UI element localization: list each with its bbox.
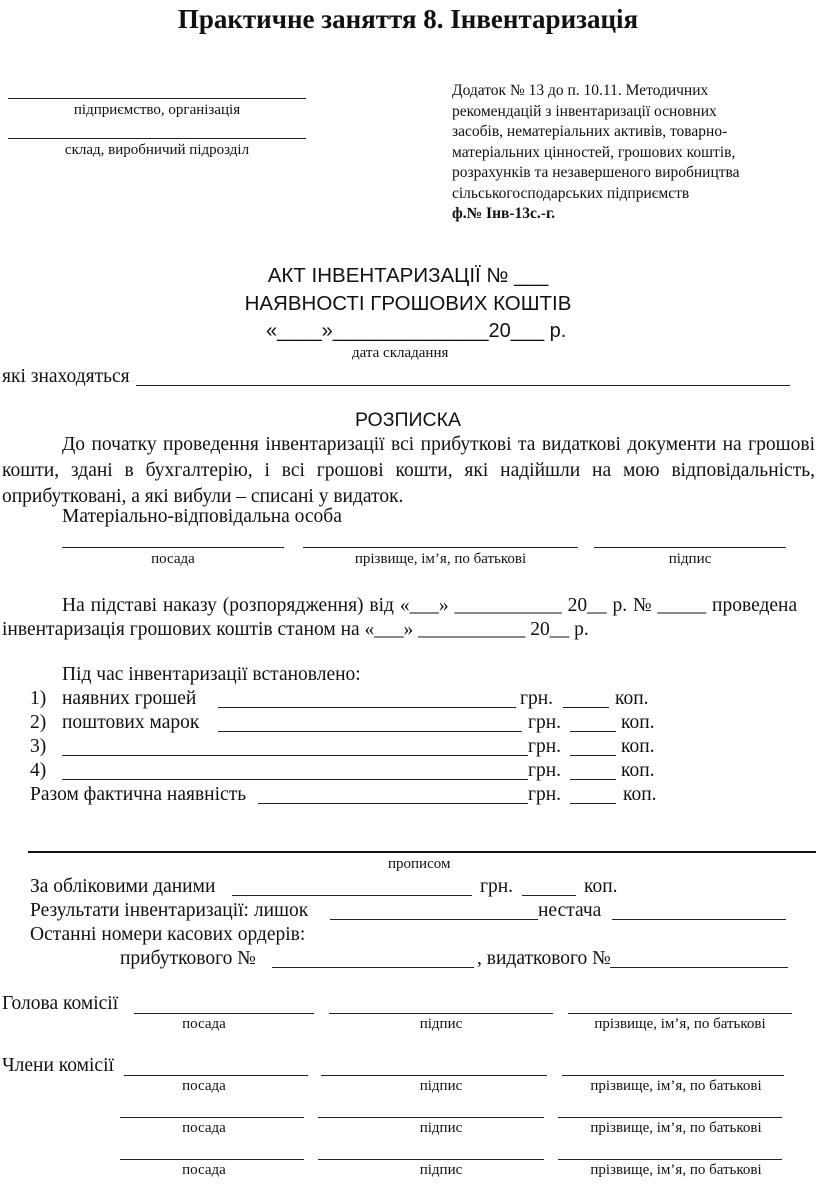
addendum-line: розрахунків та незавершеного виробництва (452, 164, 740, 181)
receipt-text: До початку проведення інвентаризації всі прибуткові та видаткові документи на грошові кошти, здані в бухгалтерію, і всі грошові кошти, які надійшли на мою відповідальність, оприбутковані, а які вибули – списані у видаток. (2, 434, 815, 507)
member-name-line[interactable] (562, 1075, 784, 1076)
member-caption-name: прізвище, ім’я, по батькові (590, 1120, 762, 1136)
item-amount-line[interactable] (62, 755, 528, 756)
member-position-line[interactable] (124, 1075, 308, 1076)
location-line[interactable] (136, 385, 790, 386)
item-uah: грн. (520, 688, 554, 709)
member-position-line[interactable] (120, 1159, 304, 1160)
member-caption-position: посада (182, 1162, 226, 1178)
member-caption-signature: підпис (419, 1162, 463, 1178)
responsible-position-line[interactable] (62, 547, 284, 548)
addendum-line: засобів, нематеріальних активів, товарно- (452, 123, 728, 140)
caption-signature: підпис (668, 551, 712, 567)
member-name-line[interactable] (558, 1117, 782, 1118)
enterprise-caption: підприємство, організація (73, 102, 241, 118)
chair-caption-name: прізвище, ім’я, по батькові (594, 1016, 766, 1032)
addendum-line: Додаток № 13 до п. 10.11. Методичних (452, 82, 709, 99)
item-number: 4) (30, 760, 47, 781)
item-label: наявних грошей (62, 688, 197, 709)
act-title-line1: АКТ ІНВЕНТАРИЗАЦІЇ № ___ (267, 264, 549, 287)
item-kop-line[interactable] (563, 707, 609, 708)
warehouse-caption: склад, виробничий підрозділ (64, 142, 250, 158)
responsible-signature-line[interactable] (594, 547, 786, 548)
total-uah: грн. (528, 784, 562, 805)
enterprise-line[interactable] (8, 98, 306, 99)
total-kop-line[interactable] (570, 803, 616, 804)
surplus-line[interactable] (330, 919, 538, 920)
findings-intro: Під час інвентаризації встановлено: (62, 664, 361, 685)
income-order-line[interactable] (272, 967, 474, 968)
chair-name-line[interactable] (568, 1013, 792, 1014)
total-amount-line[interactable] (258, 803, 528, 804)
expense-order-label: , видаткового № (477, 948, 611, 969)
member-name-line[interactable] (558, 1159, 782, 1160)
receipt-heading: РОЗПИСКА (354, 409, 461, 431)
members-label: Члени комісії (2, 1055, 114, 1076)
book-uah: грн. (480, 876, 514, 897)
member-caption-name: прізвище, ім’я, по батькові (590, 1162, 762, 1178)
member-caption-signature: підпис (419, 1078, 463, 1094)
in-words-line[interactable] (28, 851, 816, 853)
item-amount-line[interactable] (218, 707, 516, 708)
addendum-line: матеріальних цінностей, грошових коштів, (452, 143, 736, 161)
item-kop-line[interactable] (570, 779, 616, 780)
item-number: 1) (30, 688, 47, 709)
total-kop: коп. (623, 784, 657, 805)
shortage-label: нестача (538, 900, 602, 921)
item-number: 3) (30, 736, 47, 757)
member-caption-position: посада (182, 1078, 226, 1094)
chair-signature-line[interactable] (329, 1013, 553, 1014)
income-order-label: прибуткового № (120, 948, 256, 969)
item-uah: грн. (528, 712, 562, 733)
addendum-line: сільськогосподарських підприємств (452, 184, 690, 202)
act-date-line[interactable]: «____»______________20___ р. (266, 320, 567, 342)
order-line1: На підставі наказу (розпорядження) від «___» ___________ 20__ р. № _____ проведена (62, 595, 798, 616)
item-amount-line[interactable] (62, 779, 528, 780)
book-kop-line[interactable] (522, 895, 576, 896)
member-position-line[interactable] (120, 1117, 304, 1118)
item-kop: коп. (621, 712, 655, 733)
act-title-line2: НАЯВНОСТІ ГРОШОВИХ КОШТІВ (244, 292, 572, 315)
item-kop-line[interactable] (570, 755, 616, 756)
member-signature-line[interactable] (318, 1117, 544, 1118)
orders-label: Останні номери касових ордерів: (30, 924, 306, 945)
in-words-caption: прописом (388, 856, 451, 872)
addendum-block (452, 81, 740, 225)
responsible-label: Матеріально-відповідальна особа (62, 506, 342, 527)
expense-order-line[interactable] (610, 967, 788, 968)
item-kop: коп. (621, 760, 655, 781)
result-label: Результати інвентаризації: лишок (30, 900, 309, 921)
book-kop: коп. (584, 876, 618, 897)
item-kop: коп. (621, 736, 655, 757)
item-kop-line[interactable] (570, 731, 616, 732)
addendum-line: рекомендацій з інвентаризації основних (452, 102, 717, 120)
member-caption-position: посада (182, 1120, 226, 1136)
book-amount-line[interactable] (232, 895, 472, 896)
item-label: поштових марок (62, 712, 200, 733)
total-label: Разом фактична наявність (30, 784, 247, 805)
item-uah: грн. (528, 760, 562, 781)
shortage-line[interactable] (612, 919, 786, 920)
chair-position-line[interactable] (134, 1013, 314, 1014)
warehouse-line[interactable] (8, 138, 306, 139)
caption-position: посада (151, 551, 195, 567)
caption-full-name: прізвище, ім’я, по батькові (354, 551, 527, 567)
book-label: За обліковими даними (30, 876, 216, 897)
page-title: Практичне заняття 8. Інвентаризація (177, 4, 639, 34)
item-amount-line[interactable] (218, 731, 522, 732)
chair-label: Голова комісії (2, 993, 119, 1014)
member-caption-signature: підпис (419, 1120, 463, 1136)
chair-caption-position: посада (182, 1016, 226, 1032)
order-line2: інвентаризація грошових коштів станом на «___» ___________ 20__ р. (2, 619, 589, 640)
location-label: які знаходяться (2, 366, 130, 387)
act-date-caption: дата складання (352, 345, 449, 361)
item-number: 2) (30, 712, 47, 733)
item-uah: грн. (528, 736, 562, 757)
chair-caption-signature: підпис (419, 1016, 463, 1032)
member-signature-line[interactable] (318, 1159, 544, 1160)
responsible-name-line[interactable] (303, 547, 578, 548)
item-kop: коп. (615, 688, 649, 709)
form-code: ф.№ Інв-13с.-г. (452, 205, 556, 222)
member-caption-name: прізвище, ім’я, по батькові (590, 1078, 762, 1094)
member-signature-line[interactable] (321, 1075, 547, 1076)
